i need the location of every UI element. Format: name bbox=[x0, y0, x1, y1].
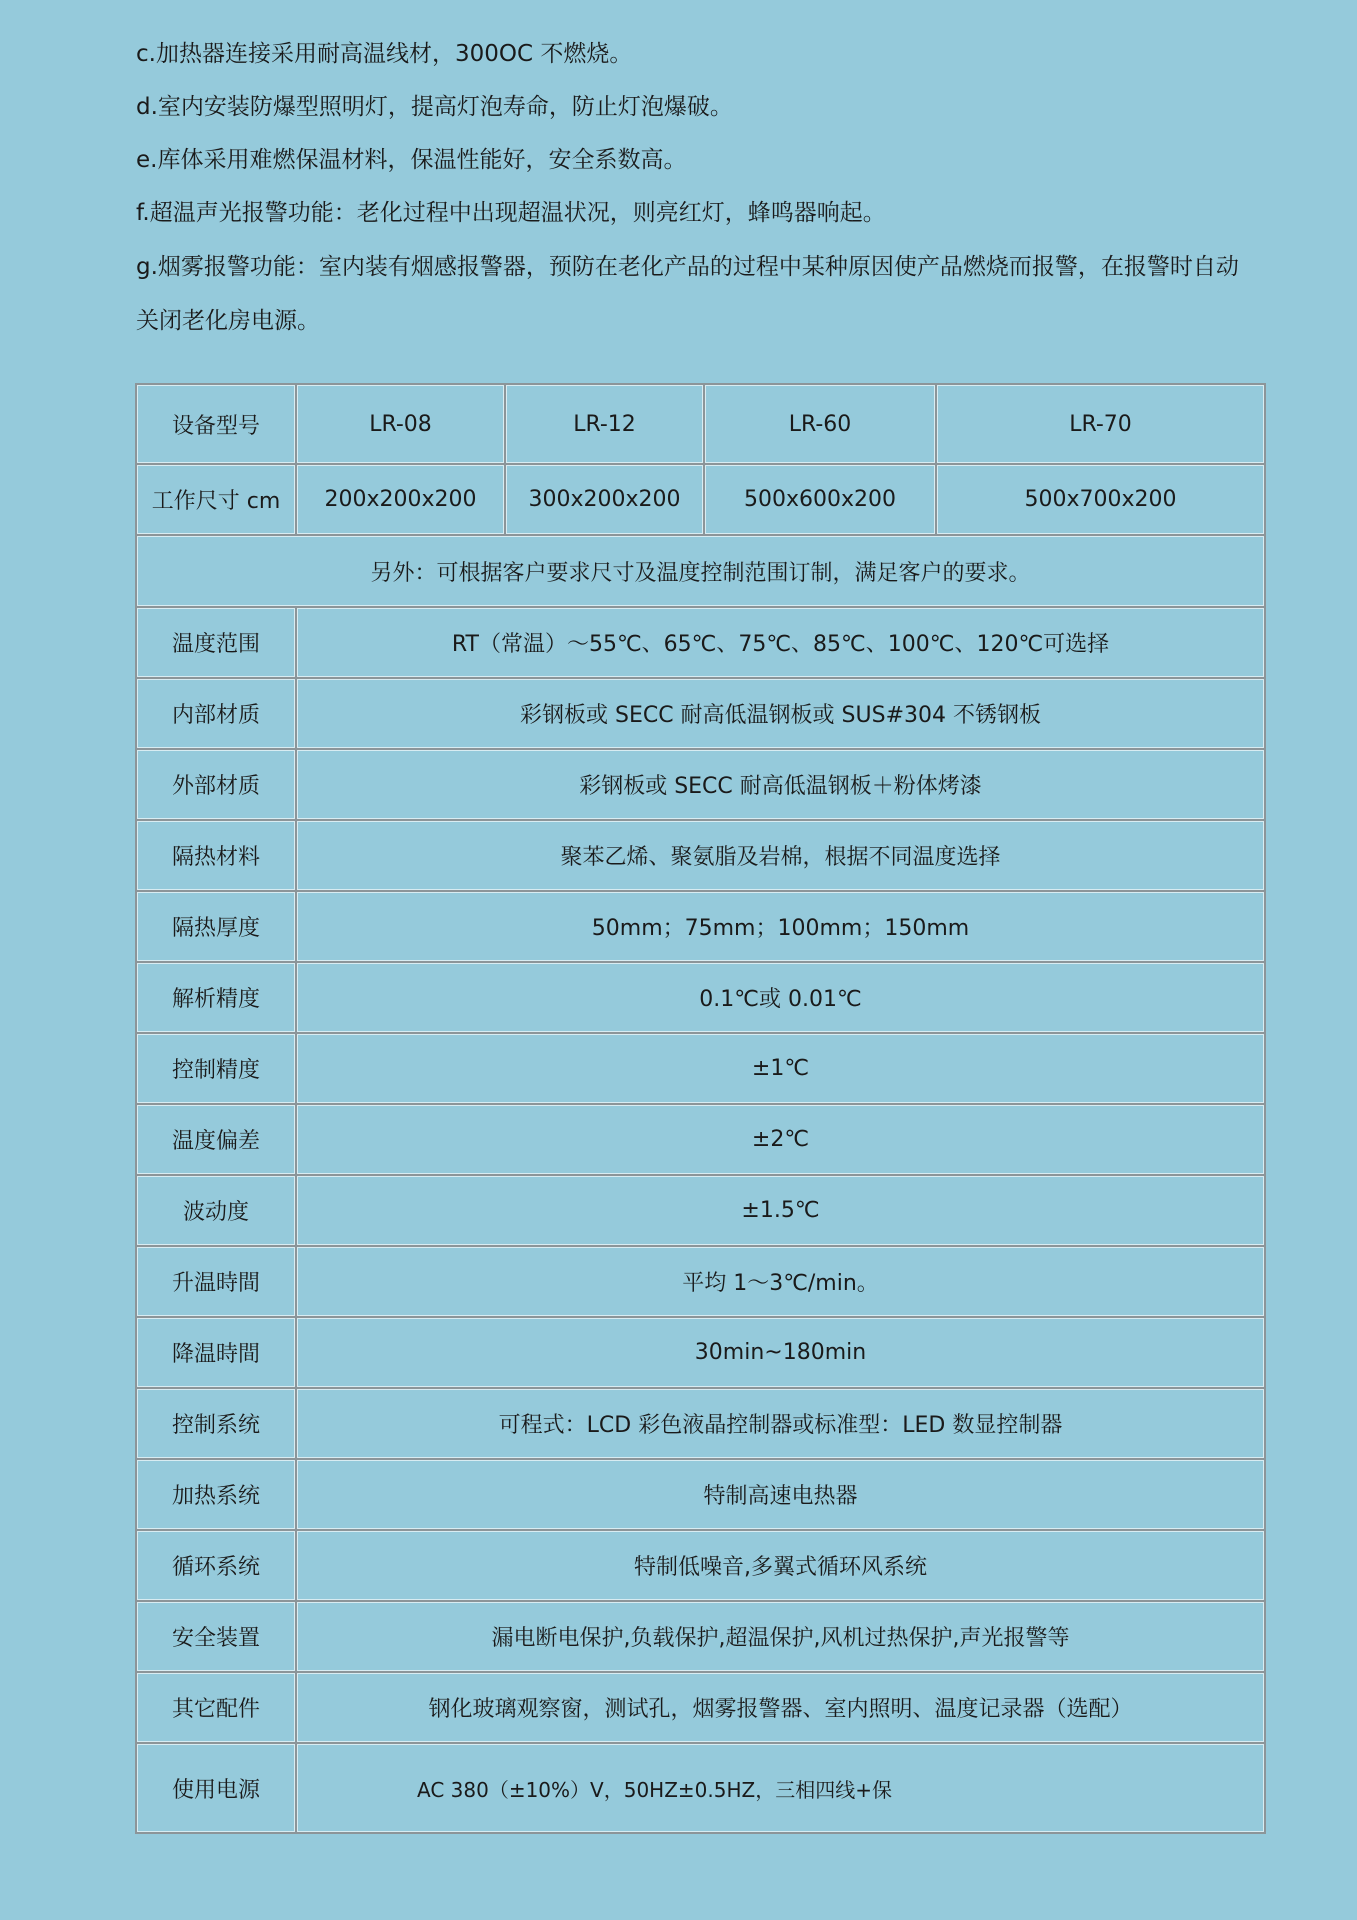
spec-label: 温度范围 bbox=[137, 608, 297, 679]
feature-list bbox=[136, 28, 1246, 348]
spec-label: 内部材质 bbox=[137, 679, 297, 750]
spec-value: 钢化玻璃观察窗，测试孔，烟雾报警器、室内照明、温度记录器（选配） bbox=[297, 1673, 1264, 1744]
spec-row bbox=[137, 1673, 1264, 1744]
spec-label: 控制系统 bbox=[137, 1389, 297, 1460]
model-label: 设备型号 bbox=[137, 385, 297, 465]
spec-row bbox=[137, 1034, 1264, 1105]
model-cell: LR-60 bbox=[705, 385, 937, 465]
feature-item-d: d.室内安装防爆型照明灯，提高灯泡寿命，防止灯泡爆破。 bbox=[136, 94, 733, 120]
spec-value: 漏电断电保护,负载保护,超温保护,风机过热保护,声光报警等 bbox=[297, 1602, 1264, 1673]
spec-value: 特制低噪音,多翼式循环风系统 bbox=[297, 1531, 1264, 1602]
size-label: 工作尺寸 cm bbox=[137, 465, 297, 536]
spec-label: 安全装置 bbox=[137, 1602, 297, 1673]
size-cell: 500x600x200 bbox=[705, 465, 937, 536]
size-row bbox=[137, 465, 1264, 536]
spec-label: 加热系统 bbox=[137, 1460, 297, 1531]
spec-value: 特制高速电热器 bbox=[297, 1460, 1264, 1531]
spec-value: 可程式：LCD 彩色液晶控制器或标准型：LED 数显控制器 bbox=[297, 1389, 1264, 1460]
model-cell: LR-70 bbox=[937, 385, 1264, 465]
spec-row bbox=[137, 1602, 1264, 1673]
note-row bbox=[137, 536, 1264, 608]
size-cell: 200x200x200 bbox=[297, 465, 506, 536]
spec-value: 彩钢板或 SECC 耐高低温钢板＋粉体烤漆 bbox=[297, 750, 1264, 821]
spec-label: 隔热材料 bbox=[137, 821, 297, 892]
spec-row bbox=[137, 750, 1264, 821]
spec-label: 控制精度 bbox=[137, 1034, 297, 1105]
power-value: AC 380（±10%）V，50HZ±0.5HZ，三相四线+保 bbox=[297, 1744, 1264, 1832]
spec-row bbox=[137, 1247, 1264, 1318]
spec-table bbox=[135, 383, 1266, 1834]
spec-label: 隔热厚度 bbox=[137, 892, 297, 963]
spec-row bbox=[137, 1389, 1264, 1460]
feature-item-g: g.烟雾报警功能：室内装有烟感报警器，预防在老化产品的过程中某种原因使产品燃烧而报警，在报警时自动关闭老化房电源。 bbox=[136, 254, 1239, 334]
spec-row bbox=[137, 892, 1264, 963]
spec-value: 30min~180min bbox=[297, 1318, 1264, 1389]
spec-row bbox=[137, 608, 1264, 679]
spec-value: 50mm；75mm；100mm；150mm bbox=[297, 892, 1264, 963]
spec-label: 外部材质 bbox=[137, 750, 297, 821]
spec-label: 波动度 bbox=[137, 1176, 297, 1247]
spec-value: ±1.5℃ bbox=[297, 1176, 1264, 1247]
spec-label: 升温時間 bbox=[137, 1247, 297, 1318]
spec-row bbox=[137, 1531, 1264, 1602]
spec-row bbox=[137, 679, 1264, 750]
spec-row bbox=[137, 1176, 1264, 1247]
spec-label: 循环系统 bbox=[137, 1531, 297, 1602]
size-cell: 300x200x200 bbox=[506, 465, 705, 536]
customization-note: 另外：可根据客户要求尺寸及温度控制范围订制，满足客户的要求。 bbox=[137, 536, 1264, 608]
model-cell: LR-12 bbox=[506, 385, 705, 465]
model-row bbox=[137, 385, 1264, 465]
feature-item-c: c.加热器连接采用耐高温线材，300OC 不燃烧。 bbox=[136, 41, 633, 67]
power-label: 使用电源 bbox=[137, 1744, 297, 1832]
power-row bbox=[137, 1744, 1264, 1832]
spec-value: RT（常温）～55℃、65℃、75℃、85℃、100℃、120℃可选择 bbox=[297, 608, 1264, 679]
spec-value: 平均 1～3℃/min。 bbox=[297, 1247, 1264, 1318]
model-cell: LR-08 bbox=[297, 385, 506, 465]
spec-value: ±2℃ bbox=[297, 1105, 1264, 1176]
spec-value: ±1℃ bbox=[297, 1034, 1264, 1105]
feature-item-e: e.库体采用难燃保温材料，保温性能好，安全系数高。 bbox=[136, 147, 687, 173]
spec-value: 彩钢板或 SECC 耐高低温钢板或 SUS#304 不锈钢板 bbox=[297, 679, 1264, 750]
spec-label: 其它配件 bbox=[137, 1673, 297, 1744]
feature-item-f: f.超温声光报警功能：老化过程中出现超温状况，则亮红灯，蜂鸣器响起。 bbox=[136, 200, 886, 226]
spec-label: 降温時間 bbox=[137, 1318, 297, 1389]
spec-row bbox=[137, 1105, 1264, 1176]
spec-row bbox=[137, 821, 1264, 892]
spec-row bbox=[137, 963, 1264, 1034]
size-cell: 500x700x200 bbox=[937, 465, 1264, 536]
spec-value: 聚苯乙烯、聚氨脂及岩棉，根据不同温度选择 bbox=[297, 821, 1264, 892]
spec-row bbox=[137, 1318, 1264, 1389]
spec-label: 解析精度 bbox=[137, 963, 297, 1034]
spec-label: 温度偏差 bbox=[137, 1105, 297, 1176]
spec-value: 0.1℃或 0.01℃ bbox=[297, 963, 1264, 1034]
spec-row bbox=[137, 1460, 1264, 1531]
